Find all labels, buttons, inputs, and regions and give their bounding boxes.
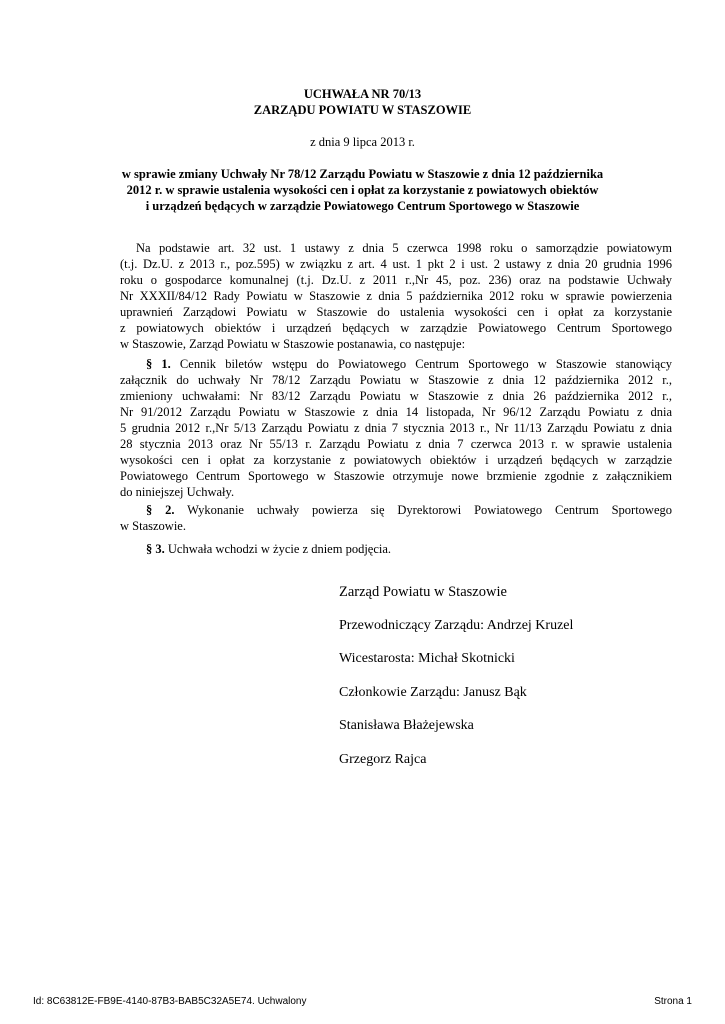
signature-vice: Wicestarosta: Michał Skotnicki xyxy=(339,651,515,666)
document-subject xyxy=(0,166,725,214)
footer-document-id: Id: 8C63812E-FB9E-4140-87B3-BAB5C32A5E74. Uchwalony xyxy=(33,996,307,1007)
preamble-line: Na podstawie art. 32 ust. 1 ustawy z dnia 5 czerwca 1998 roku o samorządzie powiatowym xyxy=(136,241,672,255)
signature-members: Członkowie Zarządu: Janusz Bąk xyxy=(339,685,527,700)
paragraph-1-line: 28 stycznia 2013 oraz Nr 55/13 r. Zarządu Powiatu z dnia 7 czerwca 2013 r. w sprawie ustalenia xyxy=(120,437,672,451)
paragraph-2-number: § 2. xyxy=(146,503,175,517)
paragraph-1-text: Cennik biletów wstępu do Powiatowego Centrum Sportowego w Staszowie stanowiący xyxy=(170,357,672,371)
paragraph-1-line: wysokości cen i opłat za korzystanie z powiatowych obiektów i urządzeń będących w zarządzie xyxy=(120,453,672,467)
paragraph-3-text: Uchwała wchodzi w życie z dniem podjęcia. xyxy=(164,542,392,556)
signature-member-3: Grzegorz Rajca xyxy=(339,752,427,767)
preamble-line: w Staszowie, Zarząd Powiatu w Staszowie postanawia, co następuje: xyxy=(120,337,466,351)
title-line-1: UCHWAŁA NR 70/13 xyxy=(303,87,422,101)
paragraph-3 xyxy=(120,541,672,557)
paragraph-1-first-line xyxy=(120,356,672,372)
footer-page-number: Strona 1 xyxy=(654,996,692,1007)
preamble-line: uprawnień Zarządowi Powiatu w Staszowie do ustalenia wysokości cen i opłat za korzystanie xyxy=(120,305,672,319)
preamble-line: (t.j. Dz.U. z 2013 r., poz.595) w związku z art. 4 ust. 1 pkt 2 i ust. 2 ustawy z dnia 20 grudnia 1996 xyxy=(120,257,672,271)
document-date: z dnia 9 lipca 2013 r. xyxy=(310,135,415,149)
title-line-2: ZARZĄDU POWIATU W STASZOWIE xyxy=(253,103,472,117)
subject-line-2: 2012 r. w sprawie ustalenia wysokości cen i opłat za korzystanie z powiatowych obiektów xyxy=(126,183,599,197)
paragraph-3-first-line xyxy=(120,541,672,557)
subject-line-1: w sprawie zmiany Uchwały Nr 78/12 Zarządu Powiatu w Staszowie z dnia 12 października xyxy=(121,167,604,181)
paragraph-1-line: Nr 91/2012 Zarządu Powiatu w Staszowie z dnia 14 listopada, Nr 96/12 Zarządu Powiatu z dnia xyxy=(120,405,672,419)
subject-line-3: i urządzeń będących w zarządzie Powiatowego Centrum Sportowego w Staszowie xyxy=(145,199,580,213)
paragraph-3-number: § 3. xyxy=(146,542,165,556)
signature-board: Zarząd Powiatu w Staszowie xyxy=(339,584,507,600)
paragraph-2-first-line xyxy=(120,502,672,518)
paragraph-2-text: Wykonanie uchwały powierza się Dyrektorowi Powiatowego Centrum Sportowego xyxy=(174,503,672,517)
paragraph-2-line: w Staszowie. xyxy=(120,519,186,533)
paragraph-1-line: 5 grudnia 2012 r.,Nr 5/13 Zarządu Powiatu z dnia 7 stycznia 2013 r., Nr 11/13 Zarządu Powiatu z dnia xyxy=(120,421,672,435)
paragraph-1-number: § 1. xyxy=(146,357,171,371)
preamble-line: z powiatowych obiektów i urządzeń będących w zarządzie Powiatowego Centrum Sportowego xyxy=(120,321,672,335)
paragraph-1-line: Powiatowego Centrum Sportowego w Staszowie otrzymuje nowe brzmienie zgodnie z załącznikiem xyxy=(120,469,672,483)
paragraph-1-line: do niniejszej Uchwały. xyxy=(120,485,235,499)
signature-member-2: Stanisława Błażejewska xyxy=(339,718,474,733)
signature-chair: Przewodniczący Zarządu: Andrzej Kruzel xyxy=(339,618,574,633)
paragraph-1-line: zmieniony uchwałami: Nr 83/12 Zarządu Powiatu w Staszowie z dnia 26 października 2012 r., xyxy=(120,389,672,403)
paragraph-2 xyxy=(120,502,672,534)
paragraph-1 xyxy=(120,356,672,500)
document-title xyxy=(0,86,725,118)
preamble-line: roku o gospodarce komunalnej (t.j. Dz.U. z 2011 r.,Nr 45, poz. 236) oraz na podstawie Uchwały xyxy=(120,273,672,287)
preamble-line: Nr XXXII/84/12 Rady Powiatu w Staszowie z dnia 5 października 2012 roku w sprawie powierzenia xyxy=(120,289,672,303)
paragraph-1-line: załącznik do uchwały Nr 78/12 Zarządu Powiatu w Staszowie z dnia 12 października 2012 r., xyxy=(120,373,672,387)
preamble xyxy=(120,240,672,352)
